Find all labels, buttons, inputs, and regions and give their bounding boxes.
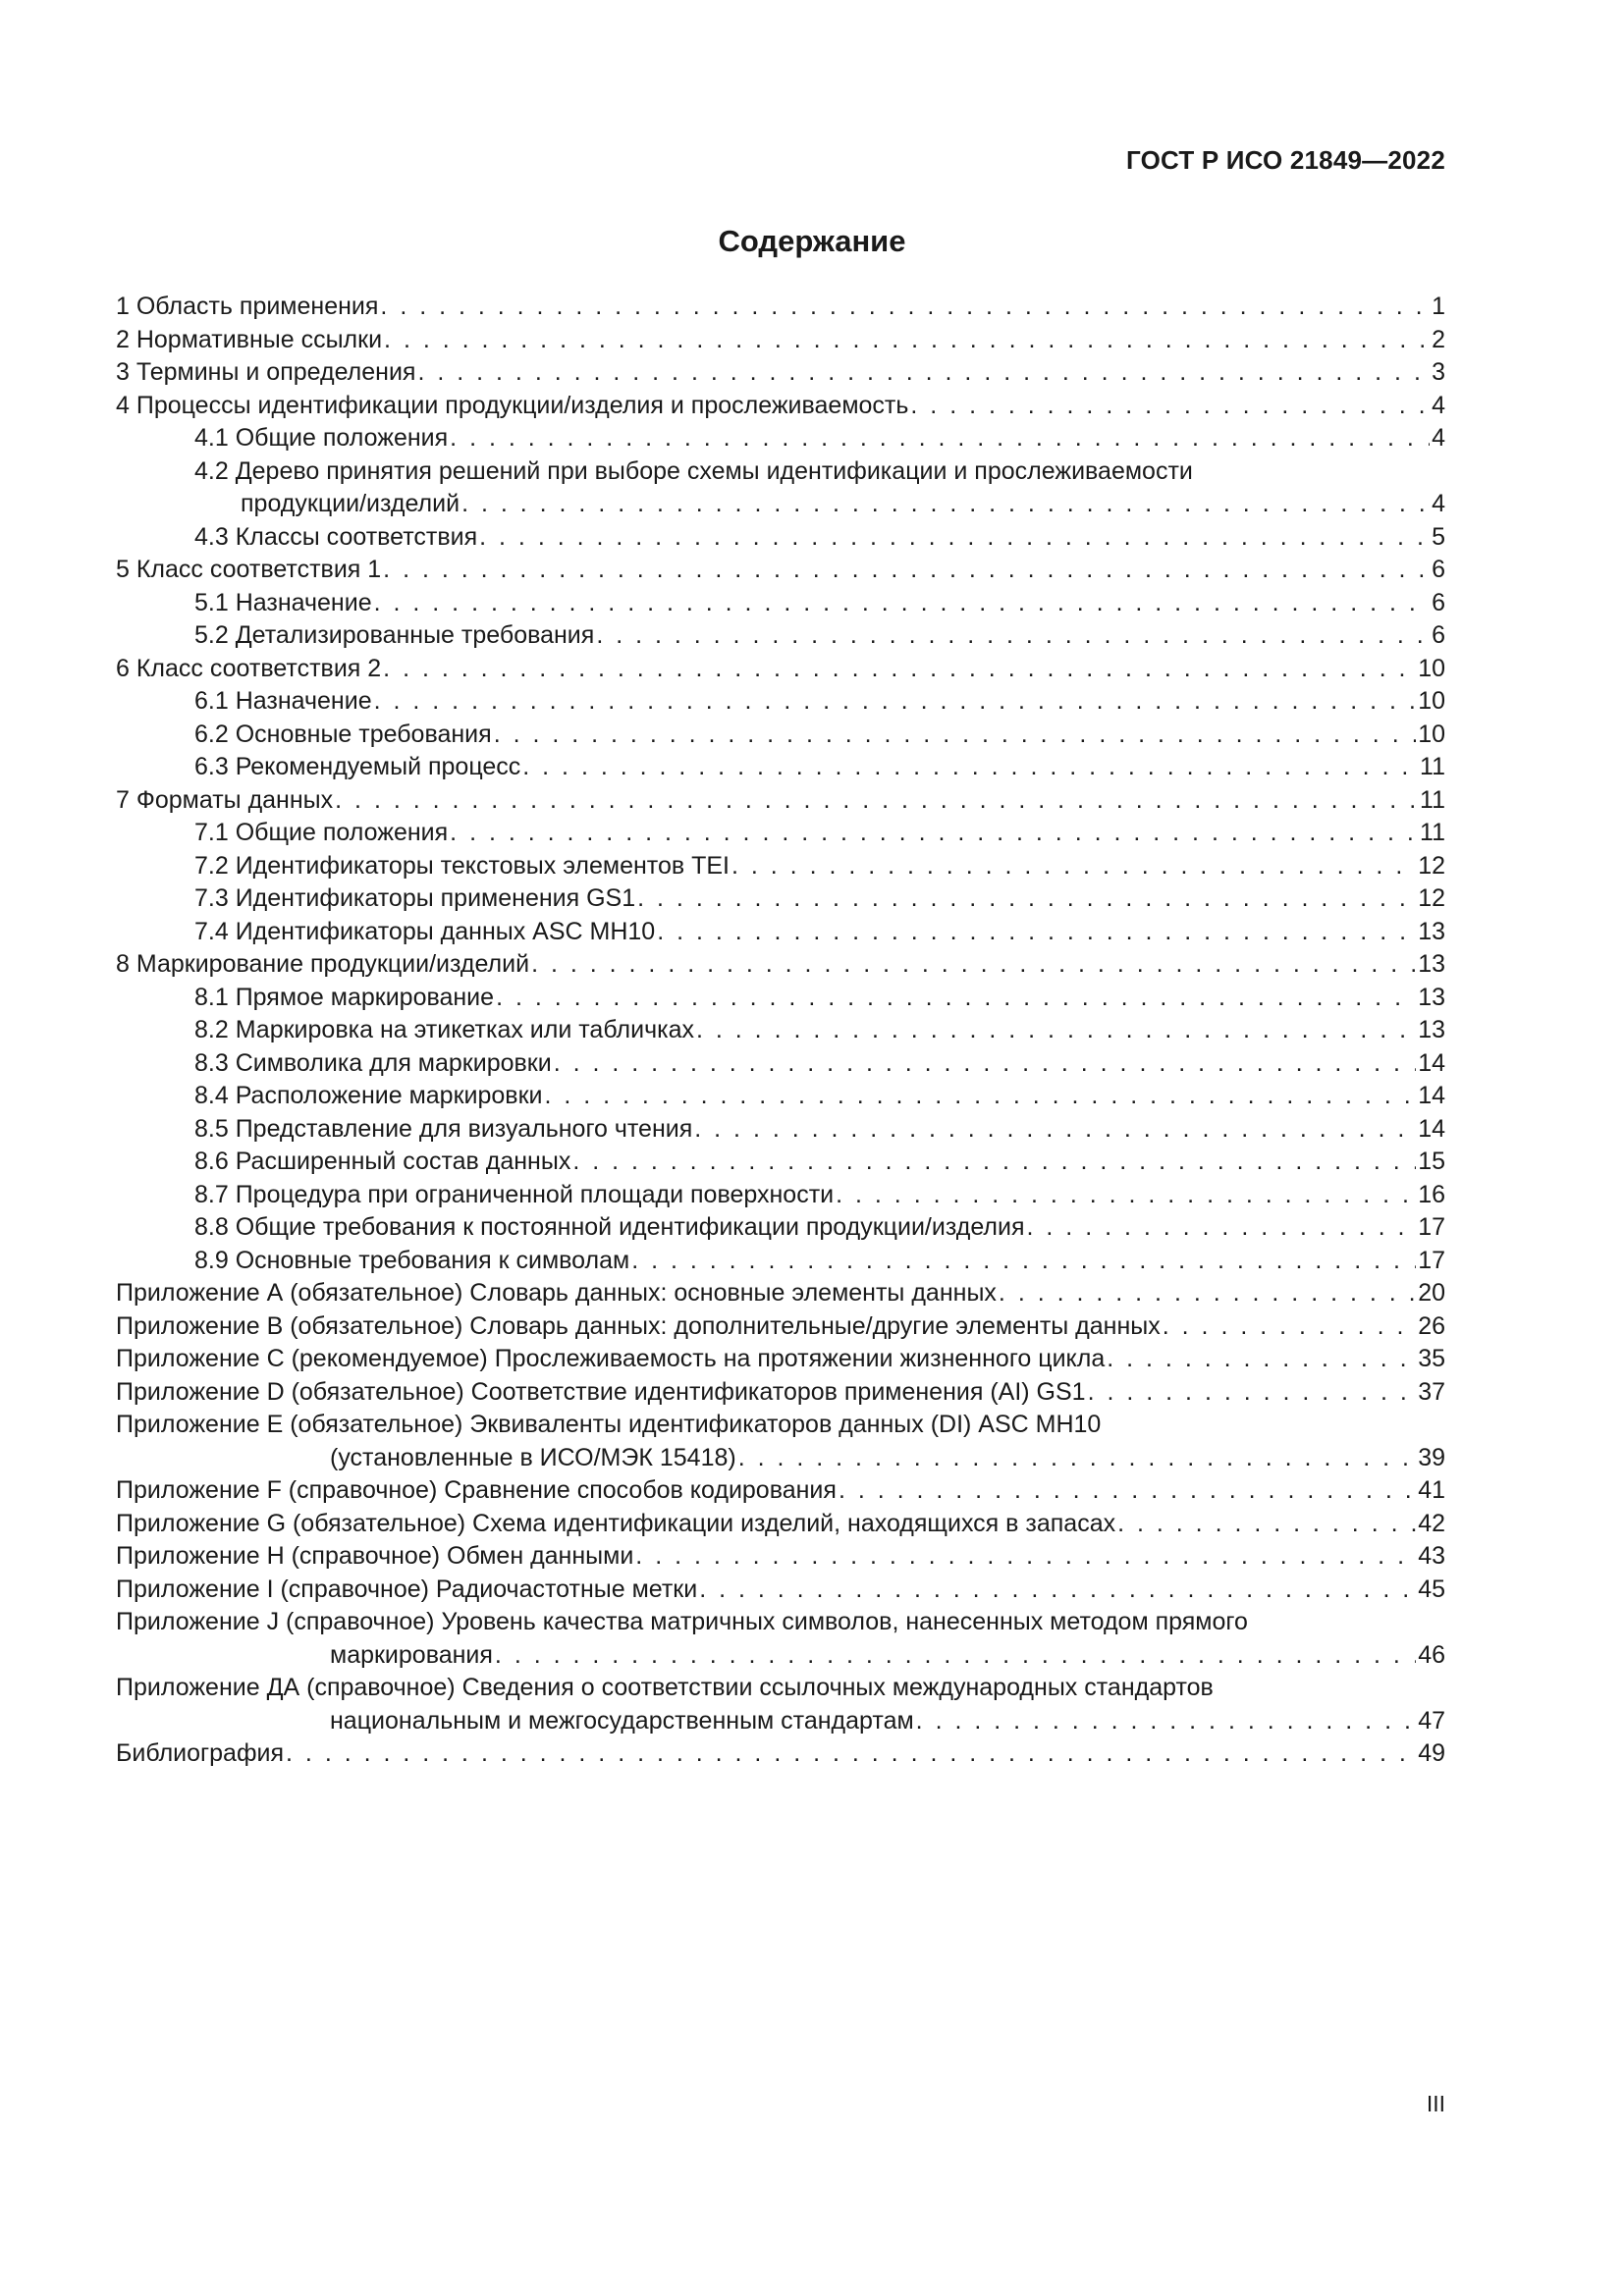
toc-entry-text: 4.3 Классы соответствия xyxy=(194,522,478,551)
toc-leader-dots xyxy=(657,916,1416,949)
toc-entry[interactable] xyxy=(116,784,1445,818)
toc-leader-dots xyxy=(1163,1310,1416,1344)
toc-leader-dots xyxy=(694,1113,1416,1147)
toc-entry-page: 12 xyxy=(1418,884,1445,912)
toc-leader-dots xyxy=(461,488,1430,521)
toc-entry[interactable] xyxy=(116,1606,1445,1639)
toc-entry-text: 8.1 Прямое маркирование xyxy=(194,983,495,1011)
toc-leader-dots xyxy=(380,291,1430,324)
toc-entry[interactable] xyxy=(116,685,1445,719)
toc-leader-dots xyxy=(335,784,1418,818)
toc-leader-dots xyxy=(494,719,1417,752)
toc-entry-page: 10 xyxy=(1418,654,1445,682)
toc-entry-page: 6 xyxy=(1432,556,1445,583)
toc-leader-dots xyxy=(637,882,1416,916)
toc-entry-text: Приложение D (обязательное) Соответствие идентификаторов применения (AI) GS1 xyxy=(116,1377,1086,1406)
toc-entry[interactable] xyxy=(116,1672,1445,1705)
toc-leader-dots xyxy=(384,324,1430,357)
toc-entry-text: маркирования xyxy=(330,1640,493,1669)
toc-entry[interactable] xyxy=(116,817,1445,850)
toc-leader-dots xyxy=(839,1474,1416,1508)
toc-entry[interactable] xyxy=(116,488,1445,521)
toc-entry-text: 8.6 Расширенный состав данных xyxy=(194,1148,571,1175)
toc-entry-page: 47 xyxy=(1418,1706,1445,1735)
toc-entry[interactable] xyxy=(116,291,1445,324)
toc-leader-dots xyxy=(699,1574,1416,1607)
toc-leader-dots xyxy=(531,948,1416,982)
toc-entry[interactable] xyxy=(116,719,1445,752)
toc-entry-text: национальным и межгосударственным стандартам xyxy=(330,1706,914,1735)
toc-entry-page: 4 xyxy=(1432,391,1445,419)
toc-entry-text: 7.4 Идентификаторы данных ASC MH10 xyxy=(194,917,656,945)
toc-entry[interactable] xyxy=(116,1409,1445,1442)
toc-entry-text: 8.3 Символика для маркировки xyxy=(194,1048,552,1077)
toc-entry-page: 10 xyxy=(1418,720,1445,748)
toc-leader-dots xyxy=(374,587,1430,620)
toc-entry-text: Приложение Е (обязательное) Эквиваленты идентификаторов данных (DI) ASC MH10 xyxy=(116,1411,1102,1438)
toc-leader-dots xyxy=(635,1540,1416,1574)
toc-entry-page: 11 xyxy=(1420,819,1445,846)
toc-entry-page: 6 xyxy=(1432,621,1445,649)
toc-entry[interactable] xyxy=(116,916,1445,949)
toc-entry-text: 5 Класс соответствия 1 xyxy=(116,556,382,583)
toc-leader-dots xyxy=(596,619,1430,653)
toc-entry-page: 46 xyxy=(1418,1640,1445,1669)
toc-entry-page: 13 xyxy=(1418,950,1445,978)
toc-entry-page: 42 xyxy=(1418,1509,1445,1537)
toc-entry-page: 13 xyxy=(1418,917,1445,945)
toc-title: Содержание xyxy=(718,224,906,258)
toc-entry[interactable] xyxy=(116,850,1445,883)
toc-entry-text: 7 Форматы данных xyxy=(116,785,334,814)
toc-entry[interactable] xyxy=(116,1737,1445,1771)
toc-entry-page: 13 xyxy=(1418,1016,1445,1043)
toc-leader-dots xyxy=(450,817,1418,850)
toc-entry[interactable] xyxy=(116,422,1445,455)
toc-entry-text: 8 Маркирование продукции/изделий xyxy=(116,950,530,978)
toc-entry-text: 6.3 Рекомендуемый процесс xyxy=(194,753,521,780)
toc-leader-dots xyxy=(631,1245,1416,1278)
toc-entry[interactable] xyxy=(116,455,1445,489)
toc-leader-dots xyxy=(496,982,1416,1015)
toc-entry[interactable] xyxy=(116,982,1445,1015)
toc-entry[interactable] xyxy=(116,653,1445,686)
toc-entry[interactable] xyxy=(116,1245,1445,1278)
toc-leader-dots xyxy=(554,1047,1416,1081)
toc-leader-dots xyxy=(738,1442,1416,1475)
toc-leader-dots xyxy=(1107,1343,1416,1376)
toc-leader-dots xyxy=(450,422,1430,455)
toc-entry-text: Приложение ДА (справочное) Сведения о соответствии ссылочных международных стандартов xyxy=(116,1674,1214,1701)
toc-leader-dots xyxy=(1117,1508,1416,1541)
toc-entry-text: 4.2 Дерево принятия решений при выборе схемы идентификации и прослеживаемости xyxy=(194,456,1193,485)
toc-entry[interactable] xyxy=(116,587,1445,620)
toc-entry-page: 1 xyxy=(1432,293,1445,320)
toc-entry[interactable] xyxy=(116,1113,1445,1147)
toc-entry-text: 8.5 Представление для визуального чтения xyxy=(194,1114,693,1143)
toc-entry-text: Библиография xyxy=(116,1739,285,1767)
toc-entry-text: Приложение F (справочное) Сравнение способов кодирования xyxy=(116,1476,837,1504)
toc-entry-text: продукции/изделий xyxy=(241,490,460,517)
toc-entry[interactable] xyxy=(116,1705,1445,1738)
toc-entry[interactable] xyxy=(116,751,1445,784)
toc-entry-page: 11 xyxy=(1420,785,1445,814)
toc-entry-page: 5 xyxy=(1432,522,1445,551)
toc-entry[interactable] xyxy=(116,1474,1445,1508)
toc-entry-text: Приложение А (обязательное) Словарь данных: основные элементы данных xyxy=(116,1279,997,1307)
toc-entry[interactable] xyxy=(116,1277,1445,1310)
toc-entry-text: 5.2 Детализированные требования xyxy=(194,621,595,649)
toc-leader-dots xyxy=(383,554,1430,587)
toc-leader-dots xyxy=(1088,1376,1417,1410)
toc-entry-text: 4 Процессы идентификации продукции/изделия и прослеживаемость xyxy=(116,391,909,419)
toc-entry-page: 2 xyxy=(1432,325,1445,353)
toc-entry[interactable] xyxy=(116,1146,1445,1179)
page-number: III xyxy=(1426,2091,1445,2116)
toc-entry-text: 8.2 Маркировка на этикетках или табличках xyxy=(194,1016,694,1043)
toc-entry[interactable] xyxy=(116,882,1445,916)
toc-entry-page: 14 xyxy=(1418,1048,1445,1077)
toc-entry-page: 43 xyxy=(1418,1542,1445,1570)
toc-entry[interactable] xyxy=(116,356,1445,390)
toc-entry[interactable] xyxy=(116,1343,1445,1376)
toc-entry-text: 4.1 Общие положения xyxy=(194,424,449,452)
toc-entry-page: 3 xyxy=(1432,358,1445,386)
toc-entry-text: 8.9 Основные требования к символам xyxy=(194,1246,630,1274)
toc-entry-text: Приложение J (справочное) Уровень качества матричных символов, нанесенных методом прямого xyxy=(116,1608,1248,1635)
toc-entry-page: 6 xyxy=(1432,588,1445,616)
toc-entry[interactable] xyxy=(116,521,1445,555)
toc-entry[interactable] xyxy=(116,1508,1445,1541)
toc-entry-page: 26 xyxy=(1418,1311,1445,1340)
toc-entry-page: 16 xyxy=(1418,1180,1445,1208)
toc-leader-dots xyxy=(696,1014,1416,1047)
toc-entry-text: 8.4 Расположение маркировки xyxy=(194,1082,543,1109)
toc-leader-dots xyxy=(731,850,1416,883)
toc-leader-dots xyxy=(916,1705,1417,1738)
toc-entry[interactable] xyxy=(116,1639,1445,1673)
toc-leader-dots xyxy=(836,1179,1416,1212)
toc-entry[interactable] xyxy=(116,1047,1445,1081)
toc-entry-text: 6 Класс соответствия 2 xyxy=(116,654,382,682)
toc-entry-text: 6.1 Назначение xyxy=(194,687,372,715)
toc-entry-page: 13 xyxy=(1418,983,1445,1011)
toc-entry[interactable] xyxy=(116,1376,1445,1410)
toc-entry-page: 49 xyxy=(1418,1739,1445,1767)
toc-leader-dots xyxy=(417,356,1430,390)
toc-entry-page: 4 xyxy=(1432,424,1445,452)
toc-leader-dots xyxy=(495,1639,1416,1673)
toc-entry-page: 45 xyxy=(1418,1575,1445,1603)
toc-entry[interactable] xyxy=(116,1442,1445,1475)
toc-entry[interactable] xyxy=(116,619,1445,653)
toc-entry-text: 7.2 Идентификаторы текстовых элементов TEI xyxy=(194,851,730,880)
toc-leader-dots xyxy=(383,653,1416,686)
toc-entry[interactable] xyxy=(116,1540,1445,1574)
toc-entry-text: Приложение G (обязательное) Схема идентификации изделий, находящихся в запасах xyxy=(116,1509,1116,1537)
toc-entry-text: 7.3 Идентификаторы применения GS1 xyxy=(194,884,636,912)
toc-entry[interactable] xyxy=(116,554,1445,587)
document-code: ГОСТ Р ИСО 21849—2022 xyxy=(1125,145,1445,175)
toc-entry-page: 10 xyxy=(1418,687,1445,715)
toc-entry[interactable] xyxy=(116,1574,1445,1607)
toc-entry-text: 8.7 Процедура при ограниченной площади поверхности xyxy=(194,1180,835,1208)
toc-entry-page: 15 xyxy=(1418,1148,1445,1175)
toc-entry-page: 4 xyxy=(1432,490,1445,517)
toc-entry-text: Приложение I (справочное) Радиочастотные метки xyxy=(116,1575,698,1603)
toc-entry-text: (установленные в ИСО/МЭК 15418) xyxy=(330,1443,736,1471)
toc-leader-dots xyxy=(286,1737,1416,1771)
toc-leader-dots xyxy=(910,390,1430,423)
toc-entry-page: 14 xyxy=(1418,1114,1445,1143)
toc-entry-text: Приложение В (обязательное) Словарь данных: дополнительные/другие элементы данных xyxy=(116,1311,1161,1340)
toc-entry-text: 6.2 Основные требования xyxy=(194,720,492,748)
toc-entry-text: 5.1 Назначение xyxy=(194,588,372,616)
toc-entry-text: 7.1 Общие положения xyxy=(194,819,449,846)
toc-leader-dots xyxy=(479,521,1430,555)
toc-entry-page: 14 xyxy=(1418,1082,1445,1109)
toc-leader-dots xyxy=(544,1080,1416,1113)
toc-entry[interactable] xyxy=(116,390,1445,423)
toc-entry-page: 12 xyxy=(1418,851,1445,880)
toc-entry[interactable] xyxy=(116,1080,1445,1113)
toc-leader-dots xyxy=(999,1277,1416,1310)
toc-entry-text: 1 Область применения xyxy=(116,293,379,320)
toc-entry[interactable] xyxy=(116,1211,1445,1245)
toc-entry-page: 20 xyxy=(1418,1279,1445,1307)
toc-entry[interactable] xyxy=(116,1310,1445,1344)
toc-entry-page: 41 xyxy=(1418,1476,1445,1504)
toc-entry[interactable] xyxy=(116,948,1445,982)
toc-entry-page: 39 xyxy=(1418,1443,1445,1471)
toc-entry-page: 35 xyxy=(1418,1345,1445,1372)
toc-entry-page: 17 xyxy=(1418,1213,1445,1241)
toc-entry-text: 2 Нормативные ссылки xyxy=(116,325,383,353)
toc-leader-dots xyxy=(1027,1211,1417,1245)
toc-entry-text: 8.8 Общие требования к постоянной идентификации продукции/изделия xyxy=(194,1213,1025,1241)
toc-entry-page: 37 xyxy=(1418,1377,1445,1406)
toc-leader-dots xyxy=(572,1146,1416,1179)
table-of-contents xyxy=(116,291,1445,1771)
toc-entry-page: 11 xyxy=(1420,753,1445,780)
toc-leader-dots xyxy=(374,685,1417,719)
toc-entry-text: Приложение С (рекомендуемое) Прослеживаемость на протяжении жизненного цикла xyxy=(116,1345,1106,1372)
toc-entry-text: 3 Термины и определения xyxy=(116,358,416,386)
toc-entry[interactable] xyxy=(116,324,1445,357)
toc-entry[interactable] xyxy=(116,1014,1445,1047)
toc-entry-text: Приложение Н (справочное) Обмен данными xyxy=(116,1542,634,1570)
toc-leader-dots xyxy=(522,751,1418,784)
toc-entry[interactable] xyxy=(116,1179,1445,1212)
toc-entry-page: 17 xyxy=(1418,1246,1445,1274)
